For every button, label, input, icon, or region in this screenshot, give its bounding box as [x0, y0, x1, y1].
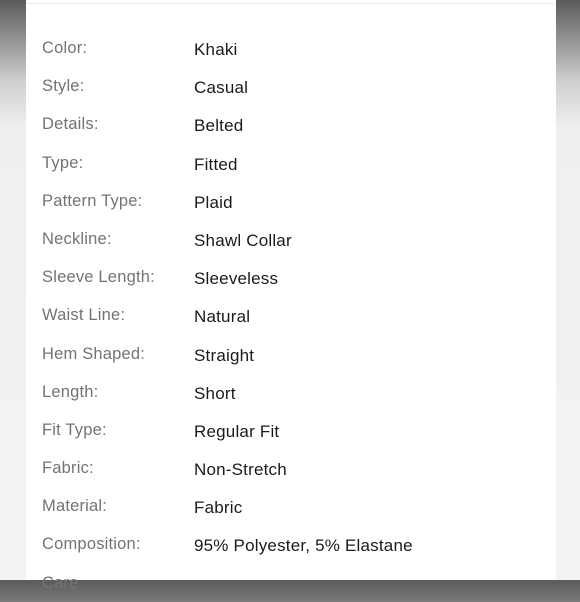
- spec-row-hem-shaped: [26, 335, 556, 373]
- spec-label: Length:: [42, 382, 99, 401]
- spec-value: Natural: [194, 307, 251, 327]
- spec-row-details: [26, 105, 556, 143]
- spec-row-fit-type: [26, 411, 556, 449]
- spec-label: Care: [42, 573, 79, 592]
- spec-row-neckline: [26, 220, 556, 258]
- spec-value: Non-Stretch: [194, 460, 287, 480]
- spec-row-sleeve-length: [26, 258, 556, 296]
- spec-value: Plaid: [194, 192, 233, 212]
- spec-label: Fabric:: [42, 459, 94, 478]
- product-details-card: [26, 0, 556, 592]
- spec-value: Short: [194, 383, 236, 403]
- spec-row-care: [26, 564, 556, 602]
- spec-value: Khaki: [194, 40, 238, 59]
- spec-value: Regular Fit: [194, 421, 280, 441]
- spec-label: Type:: [42, 153, 84, 172]
- spec-label: Fit Type:: [42, 420, 107, 439]
- spec-list: [26, 29, 556, 602]
- spec-label: Neckline:: [42, 229, 112, 248]
- spec-label: Hem Shaped:: [42, 344, 146, 363]
- spec-label: Waist Line:: [42, 306, 126, 325]
- spec-label: Composition:: [42, 535, 141, 554]
- spec-value: Shawl Collar: [194, 230, 292, 250]
- divider: [26, 3, 556, 4]
- spec-row-pattern-type: [26, 182, 556, 220]
- spec-label: Details:: [42, 115, 99, 134]
- spec-row-length: [26, 373, 556, 411]
- spec-value: Belted: [194, 116, 244, 136]
- spec-row-fabric: [26, 449, 556, 487]
- spec-label: Sleeve Length:: [42, 268, 155, 287]
- spec-row-color: [26, 29, 556, 67]
- spec-value: Fabric: [194, 498, 243, 518]
- spec-label: Pattern Type:: [42, 191, 143, 210]
- spec-value: Straight: [194, 345, 255, 365]
- spec-value: Sleeveless: [194, 269, 279, 289]
- spec-value: 95% Polyester, 5% Elastane: [194, 536, 413, 556]
- spec-row-material: [26, 487, 556, 525]
- spec-row-type: [26, 144, 556, 182]
- spec-row-waist-line: [26, 296, 556, 334]
- spec-value: Casual: [194, 78, 249, 98]
- spec-label: Material:: [42, 497, 108, 516]
- spec-row-style: [26, 67, 556, 105]
- spec-value: Fitted: [194, 154, 238, 174]
- spec-row-composition: [26, 525, 556, 563]
- spec-label: Style:: [42, 77, 85, 96]
- spec-label: Color:: [42, 39, 88, 57]
